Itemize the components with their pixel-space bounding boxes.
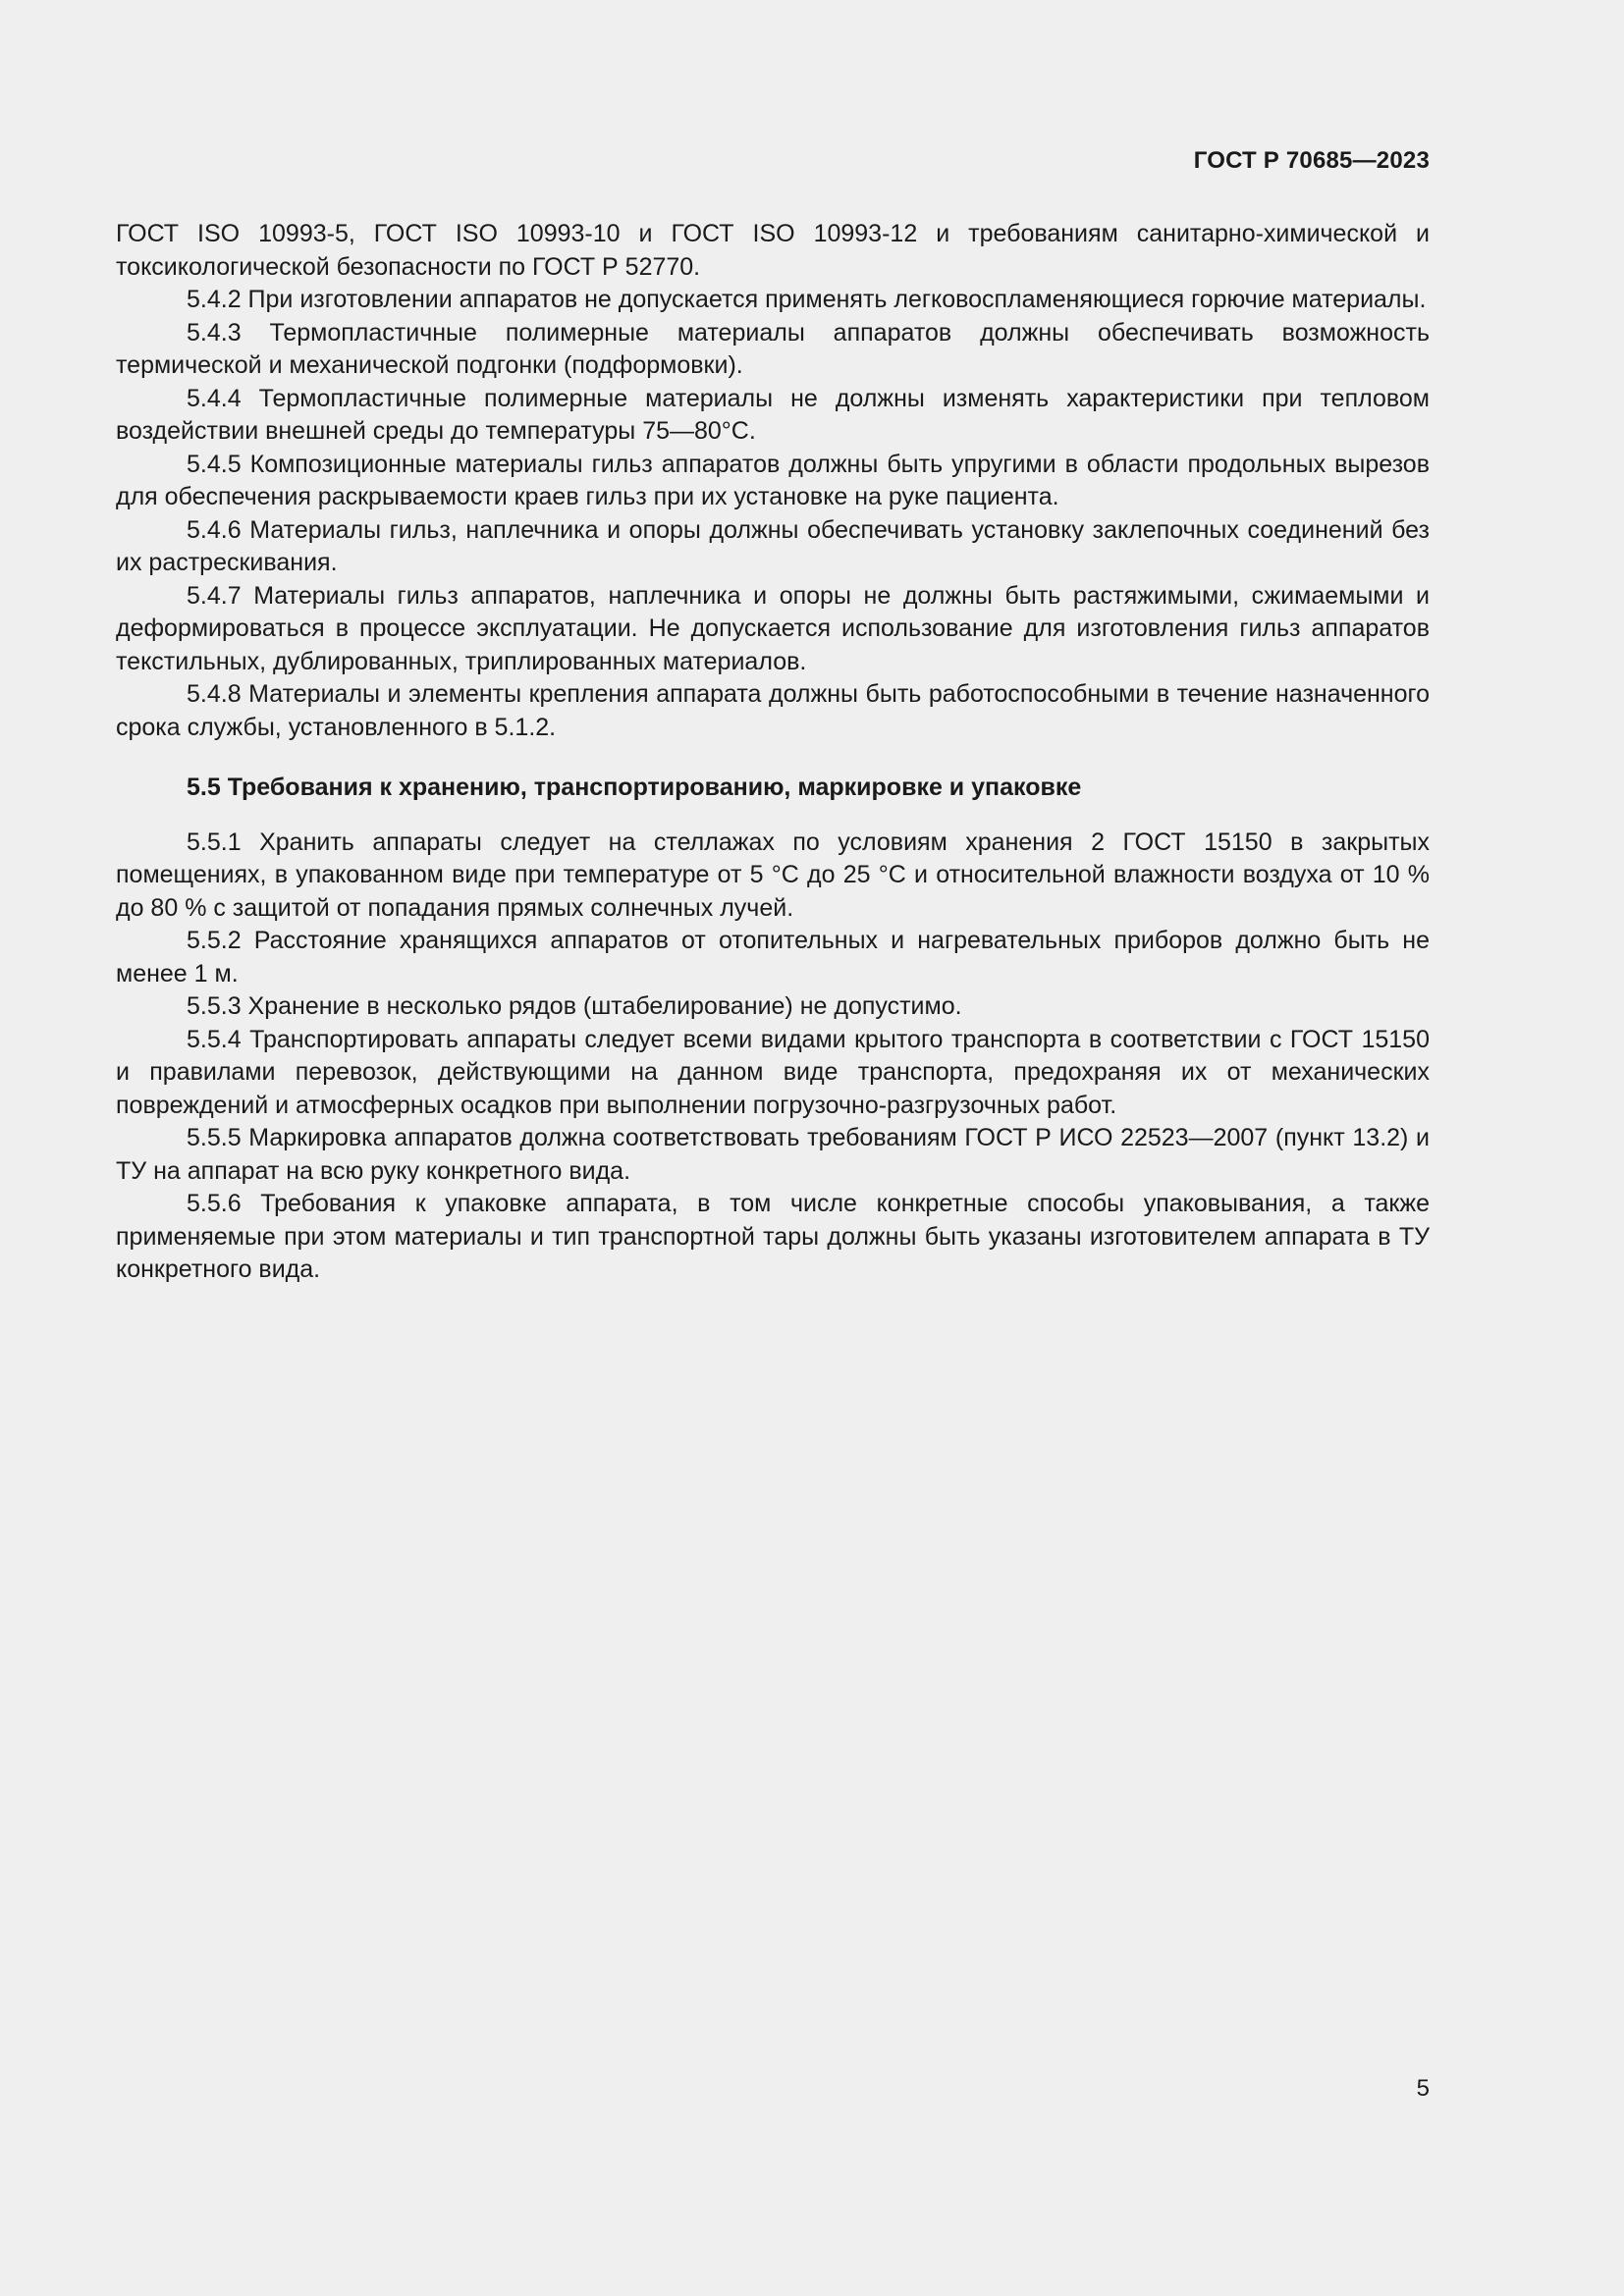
paragraph-5-4-6: 5.4.6 Материалы гильз, наплечника и опоры должны обеспечивать установку заклепочных соединений без их растрескивания. — [116, 515, 1430, 576]
paragraph-5-4-8: 5.4.8 Материалы и элементы крепления аппарата должны быть работоспособными в течение назначенного срока службы, установленного в 5.1.2. — [116, 680, 1430, 741]
document-body — [116, 218, 1430, 1287]
paragraph-5-4-4: 5.4.4 Термопластичные полимерные материалы не должны изменять характеристики при тепловом воздействии внешней среды до температуры 75—80°С. — [116, 384, 1430, 445]
paragraph-5-5-1: 5.5.1 Хранить аппараты следует на стеллажах по условиям хранения 2 ГОСТ 15150 в закрытых помещениях, в упакованном виде при температуре от 5 °С до 25 °С и относительной влажности воздуха от 10 % до 80 % с защитой от попадания прямых солнечных лучей. — [116, 828, 1430, 922]
paragraph-5-4-3: 5.4.3 Термопластичные полимерные материалы аппаратов должны обеспечивать возможность термической и механической подгонки (подформовки). — [116, 318, 1430, 379]
paragraph-5-5-6: 5.5.6 Требования к упаковке аппарата, в том числе конкретные способы упаковывания, а также применяемые при этом материалы и тип транспортной тары должны быть указаны изготовителем аппарата в ТУ конкретного вида. — [116, 1190, 1430, 1283]
paragraph-5-4-5: 5.4.5 Композиционные материалы гильз аппаратов должны быть упругими в области продольных вырезов для обеспечения раскрываемости краев гильз при их установке на руке пациента. — [116, 450, 1430, 510]
document-code-header: ГОСТ Р 70685—2023 — [1193, 147, 1430, 174]
paragraph-5-4-2: 5.4.2 При изготовлении аппаратов не допускается применять легковоспламеняющиеся горючие материалы. — [187, 286, 1427, 313]
paragraph-5-5-5: 5.5.5 Маркировка аппаратов должна соответствовать требованиям ГОСТ Р ИСО 22523—2007 (пункт 13.2) и ТУ на аппарат на всю руку конкретного вида. — [116, 1124, 1430, 1185]
paragraph-continuation: ГОСТ ISO 10993-5, ГОСТ ISO 10993-10 и ГОСТ ISO 10993-12 и требованиям санитарно-химической и токсикологической безопасности по ГОСТ Р 52770. — [116, 220, 1430, 281]
page-number: 5 — [1416, 2075, 1430, 2102]
paragraph-5-4-7: 5.4.7 Материалы гильз аппаратов, наплечника и опоры не должны быть растяжимыми, сжимаемыми и деформироваться в процессе эксплуатации. Не допускается использование для изготовления гильз аппаратов текстильных, дублированных, триплированных материалов. — [116, 581, 1430, 675]
paragraph-5-5-3: 5.5.3 Хранение в несколько рядов (штабелирование) не допустимо. — [187, 992, 962, 1020]
paragraph-5-5-4: 5.5.4 Транспортировать аппараты следует всеми видами крытого транспорта в соответствии с ГОСТ 15150 и правилами перевозок, действующими на данном виде транспорта, предохраняя их от механических повреждений и атмосферных осадков при выполнении погрузочно-разгрузочных работ. — [116, 1025, 1430, 1119]
section-heading-5-5: 5.5 Требования к хранению, транспортированию, маркировке и упаковке — [187, 774, 1082, 801]
paragraph-5-5-2: 5.5.2 Расстояние хранящихся аппаратов от отопительных и нагревательных приборов должно быть не менее 1 м. — [116, 927, 1430, 988]
